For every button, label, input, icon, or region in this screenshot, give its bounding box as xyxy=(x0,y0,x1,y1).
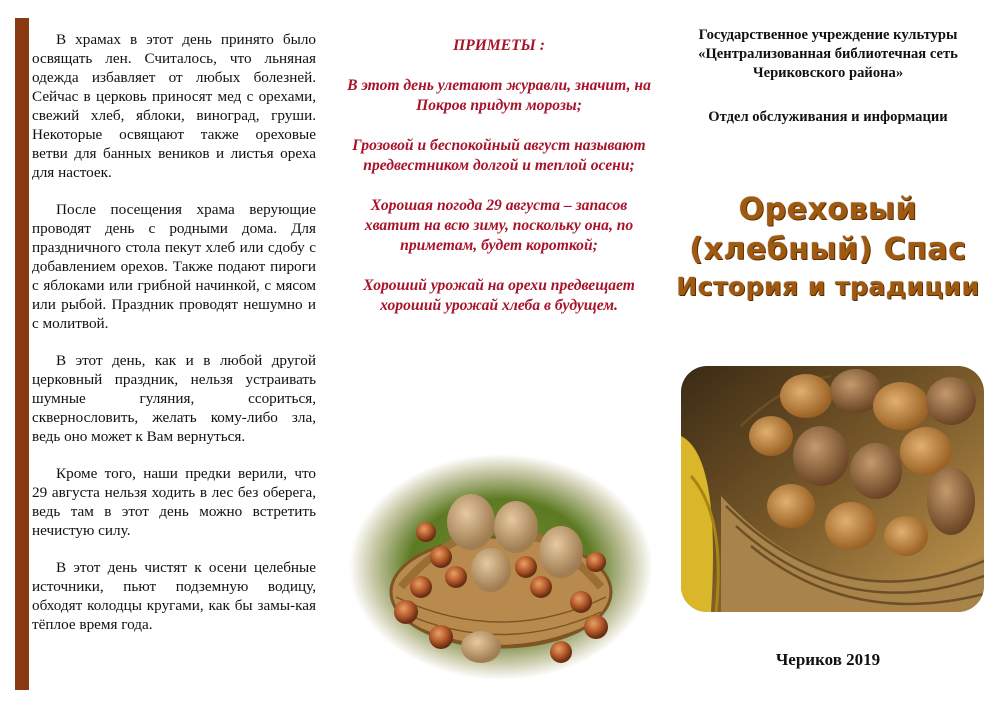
title-line-1: Ореховый xyxy=(738,192,918,227)
footer-town-year: Чериков 2019 xyxy=(775,650,881,669)
title-line-3: История и традиции xyxy=(676,272,980,301)
left-accent-bar xyxy=(15,18,29,690)
middle-column xyxy=(343,36,655,336)
left-column xyxy=(32,30,316,652)
organization-line-3: Чериковского района» xyxy=(752,65,904,81)
omen-3: Хорошая погода 29 августа – запасов хватит на всю зиму, поскольку она, по приметам, будет короткой; xyxy=(364,197,634,254)
omen-2: Грозовой и беспокойный август называют предвестником долгой и теплой осени; xyxy=(352,137,646,174)
title-line-2: (хлебный) Спас xyxy=(689,232,967,267)
paragraph-3: В этот день, как и в любой другой церковный праздник, нельзя устраивать шумные гуляния, ссориться, сквернословить, желать кому-либо зла, ведь оно может к Вам вернуться. xyxy=(32,352,316,445)
organization-line-1: Государственное учреждение культуры xyxy=(698,27,958,43)
omen-1: В этот день улетают журавли, значит, на Покров придут морозы; xyxy=(347,77,651,114)
paragraph-2: После посещения храма верующие проводят день с родными дома. Для праздничного стола пекут хлеб или сдобу с добавлением орехов. Также подают пироги с яблоками или грибной начинкой, с мясом или рыбой. Праздник проводят нешумно и с молитвой. xyxy=(32,201,316,332)
right-column xyxy=(672,26,984,304)
walnut-basket-photo xyxy=(681,366,984,612)
paragraph-1: В храмах в этот день принято было освящать лен. Считалось, что льняная одежда избавляет от любых болезней. Сейчас в церковь приносят мед с орехами, свежий хлеб, яблоки, виноград, груши. Некоторые освящают также ореховые ветви для банных веников и листья ореха для настоек. xyxy=(32,31,316,181)
omens-title: ПРИМЕТЫ : xyxy=(453,37,545,54)
omen-4: Хороший урожай на орехи предвещает хороший урожай хлеба в будущем. xyxy=(363,277,635,314)
brochure-title xyxy=(672,190,984,304)
department: Отдел обслуживания и информации xyxy=(708,109,948,125)
organization-line-2: «Централизованная библиотечная сеть xyxy=(698,46,958,62)
paragraph-4: Кроме того, наши предки верили, что 29 августа нельзя ходить в лес без оберега, ведь там в этот день можно встретить нечистую силу. xyxy=(32,465,316,539)
paragraph-5: В этот день чистят к осени целебные источники, пьют подземную водицу, обходят колодцы кругами, как бы замы-кая тёплое время года. xyxy=(32,559,316,633)
nut-basket-photo xyxy=(346,452,656,682)
